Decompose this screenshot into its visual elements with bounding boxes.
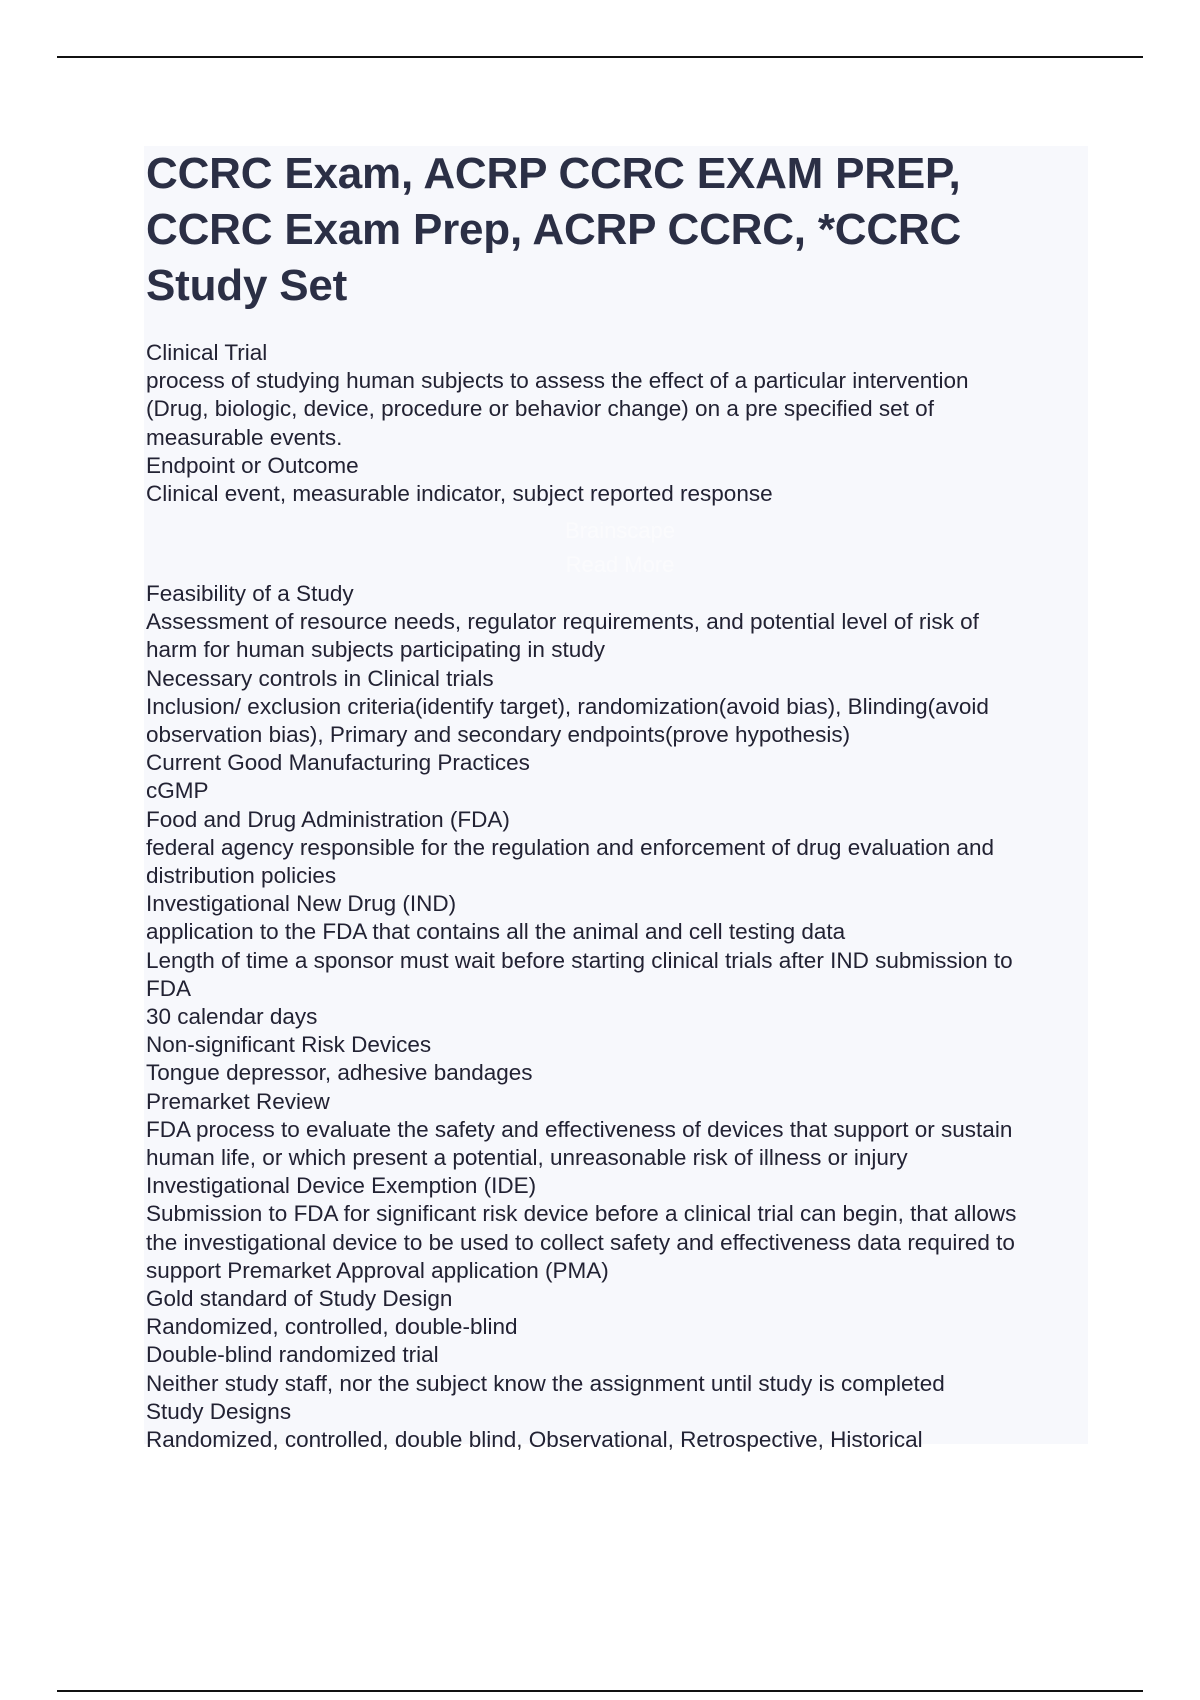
text-line: distribution policies — [146, 863, 337, 889]
text-line: harm for human subjects participating in study — [146, 637, 605, 663]
header-rule — [57, 56, 1143, 58]
text-line: process of studying human subjects to assess the effect of a particular intervention — [146, 368, 969, 394]
text-line: Submission to FDA for significant risk device before a clinical trial can begin, that allows — [146, 1201, 1017, 1227]
text-line: 30 calendar days — [146, 1004, 318, 1030]
text-line: application to the FDA that contains all the animal and cell testing data — [146, 919, 846, 945]
text-line: (Drug, biologic, device, procedure or behavior change) on a pre specified set of — [146, 396, 934, 422]
text-line: Study Designs — [146, 1398, 292, 1424]
text-line: Gold standard of Study Design — [146, 1286, 453, 1312]
text-line: human life, or which present a potential, unreasonable risk of illness or injury — [146, 1145, 908, 1171]
text-line: Randomized, controlled, double-blind — [146, 1314, 518, 1340]
text-line: Assessment of resource needs, regulator requirements, and potential level of risk of — [146, 609, 979, 635]
body-text-block-1 — [146, 339, 1086, 508]
text-line: Current Good Manufacturing Practices — [146, 750, 530, 776]
text-line: Inclusion/ exclusion criteria(identify target), randomization(avoid bias), Blinding(avoid — [146, 693, 989, 719]
text-line: Neither study staff, nor the subject know the assignment until study is completed — [146, 1370, 945, 1396]
title-line: CCRC Exam, ACRP CCRC EXAM PREP, — [146, 149, 961, 198]
text-line: Randomized, controlled, double blind, Observational, Retrospective, Historical — [146, 1427, 923, 1453]
text-line: measurable events. — [146, 424, 343, 450]
text-line: federal agency responsible for the regulation and enforcement of drug evaluation and — [146, 834, 995, 860]
text-line: cGMP — [146, 778, 209, 804]
text-line: Clinical Trial — [146, 340, 268, 365]
text-line: Non-significant Risk Devices — [146, 1032, 432, 1058]
text-line: Investigational Device Exemption (IDE) — [146, 1173, 537, 1199]
text-line: FDA — [146, 975, 191, 1001]
text-line: observation bias), Primary and secondary endpoints(prove hypothesis) — [146, 722, 851, 748]
footer-rule — [57, 1690, 1143, 1692]
title-line: CCRC Exam Prep, ACRP CCRC, *CCRC — [146, 205, 962, 254]
text-line: Endpoint or Outcome — [146, 452, 359, 478]
text-line: Premarket Review — [146, 1088, 330, 1114]
text-line: Tongue depressor, adhesive bandages — [146, 1060, 533, 1086]
title-line: Study Set — [146, 261, 348, 310]
text-line: Clinical event, measurable indicator, subject reported response — [146, 481, 773, 507]
text-line: the investigational device to be used to collect safety and effectiveness data required to — [146, 1229, 1015, 1255]
text-line: Double-blind randomized trial — [146, 1342, 439, 1368]
text-line: Necessary controls in Clinical trials — [146, 665, 494, 691]
text-line: support Premarket Approval application (PMA) — [146, 1257, 609, 1283]
text-line: Feasibility of a Study — [146, 581, 354, 606]
text-line: Food and Drug Administration (FDA) — [146, 806, 510, 832]
text-line: FDA process to evaluate the safety and effectiveness of devices that support or sustain — [146, 1116, 1013, 1142]
page-title — [146, 146, 1076, 314]
text-line: Length of time a sponsor must wait before starting clinical trials after IND submission to — [146, 947, 1013, 973]
body-text-block-2 — [146, 580, 1086, 1454]
watermark-read-more: Read More — [565, 552, 675, 577]
text-line: Investigational New Drug (IND) — [146, 891, 457, 917]
watermark-brand: Brainscape — [564, 518, 676, 543]
